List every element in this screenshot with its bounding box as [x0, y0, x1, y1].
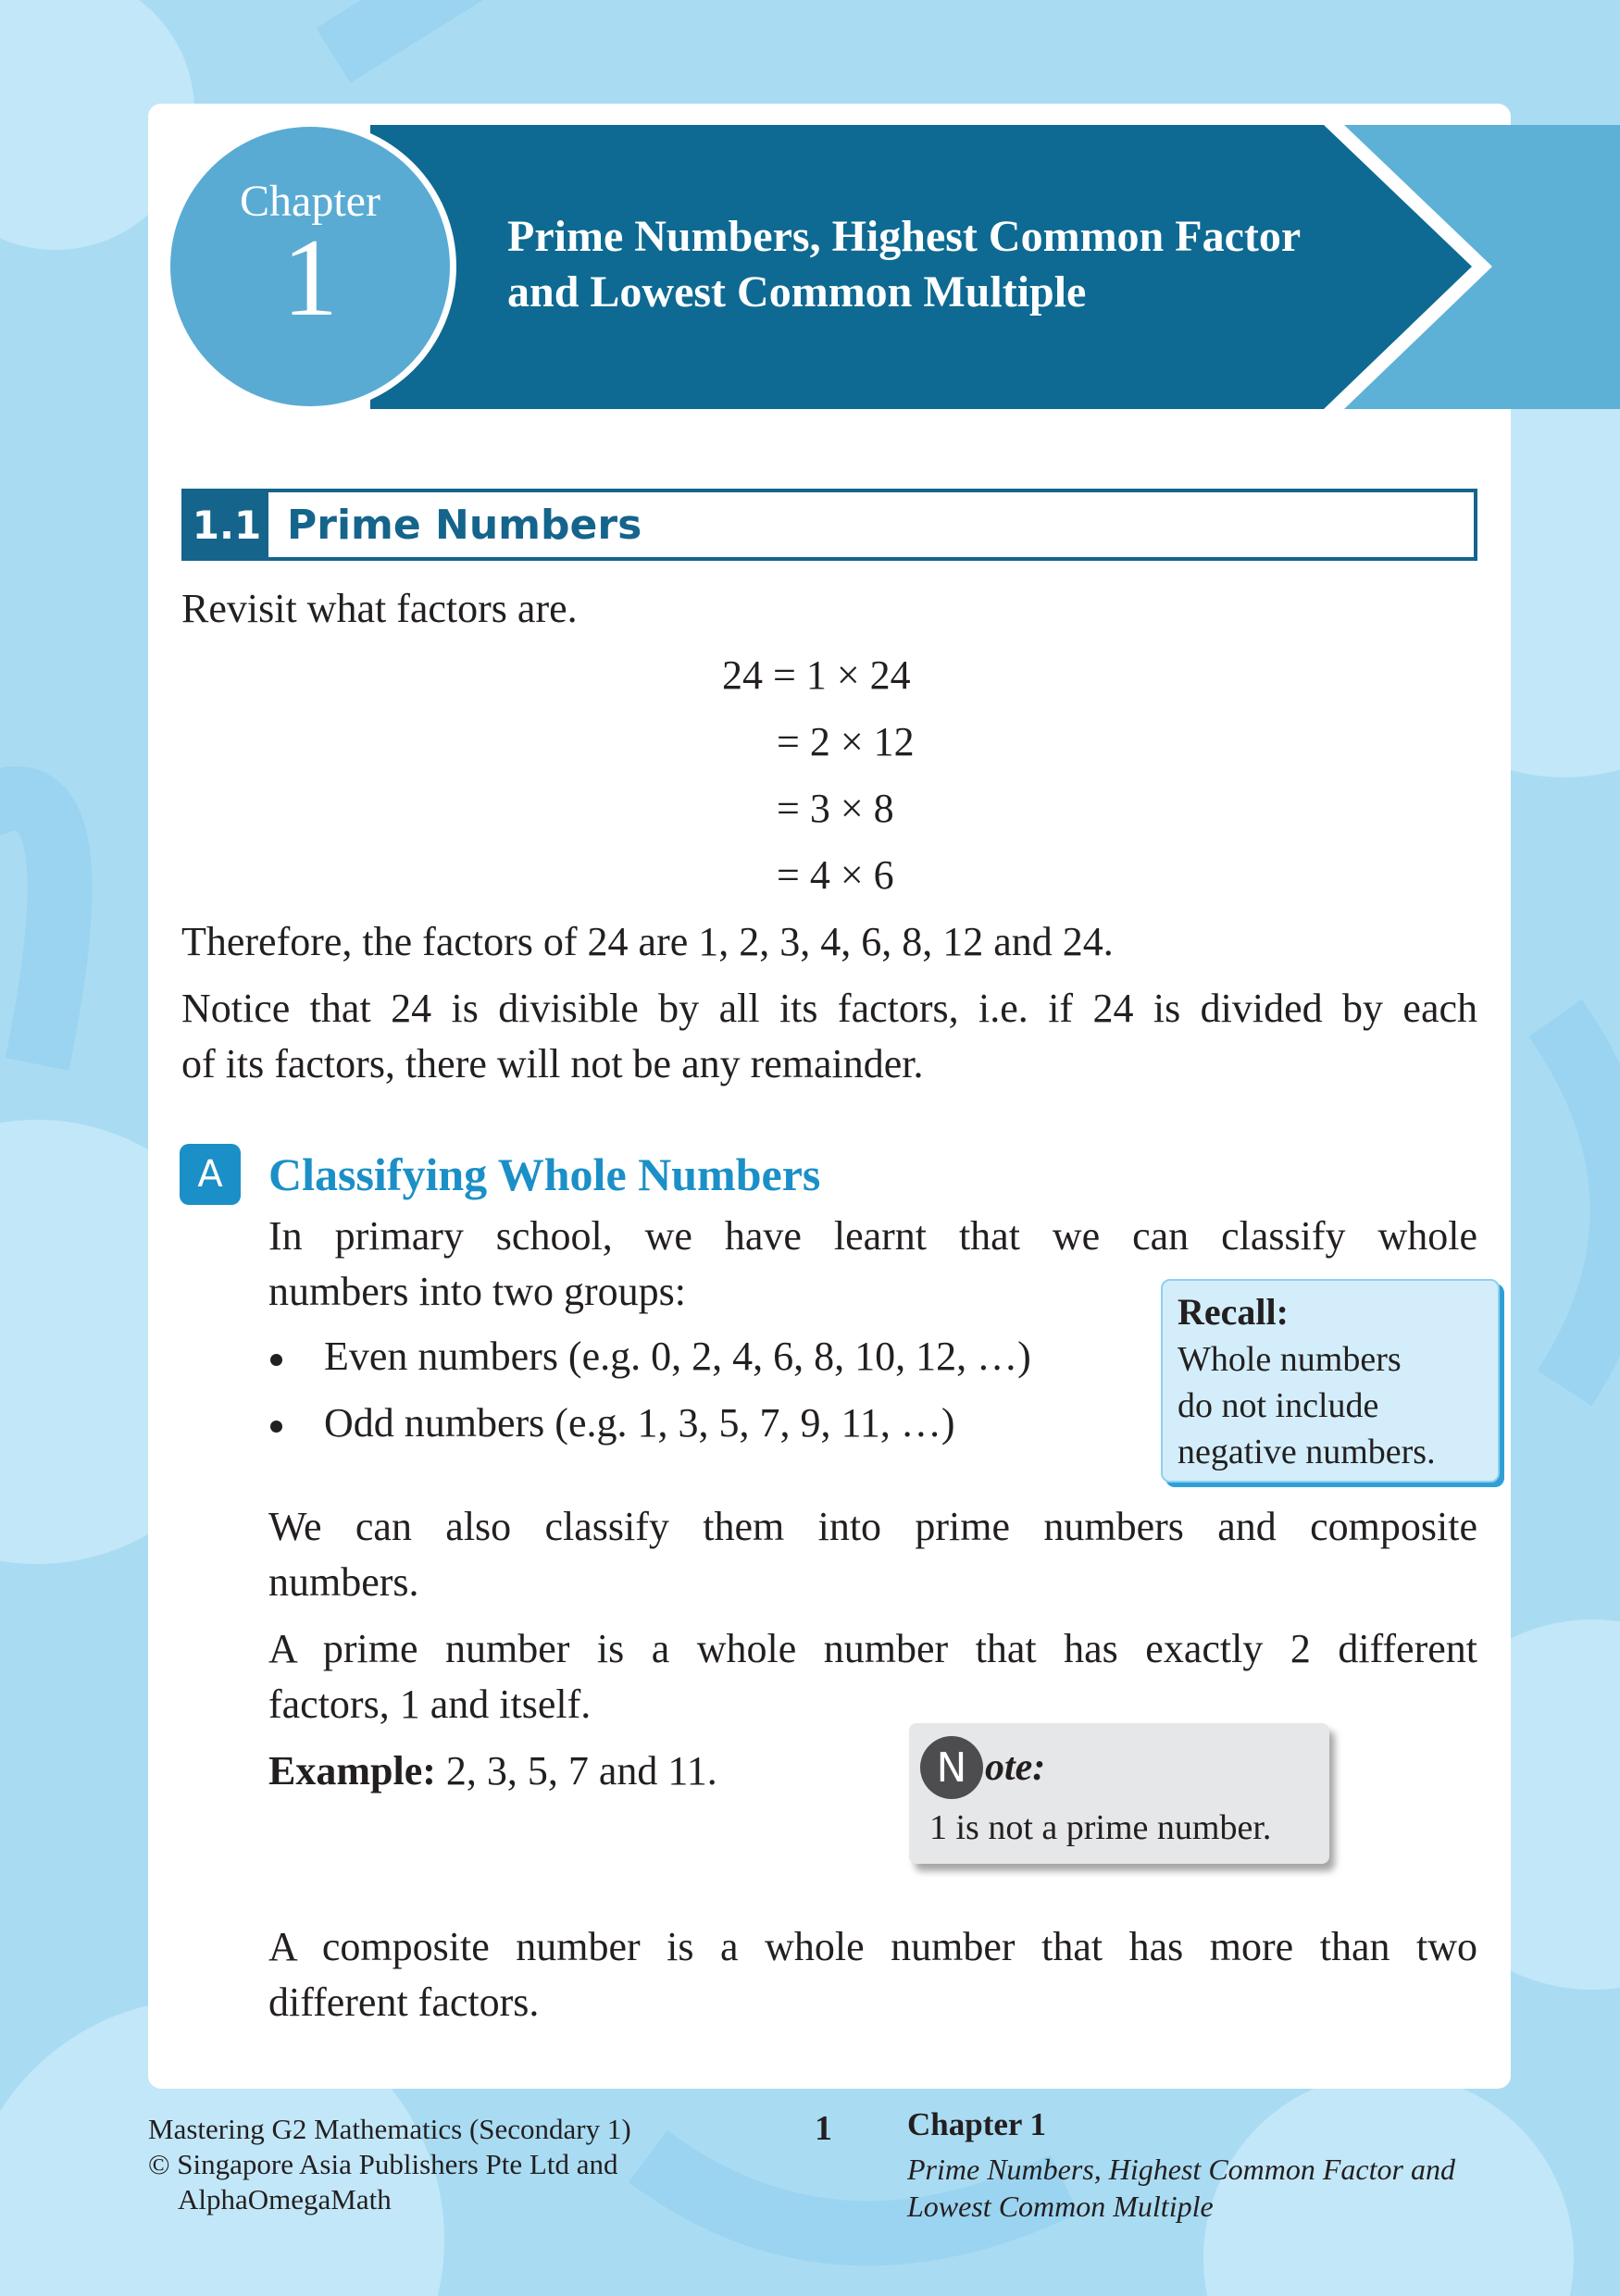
- recall-line: do not include: [1178, 1386, 1379, 1425]
- notice-text-line: of its factors, there will not be any remainder.: [181, 1041, 924, 1086]
- therefore-text: Therefore, the factors of 24 are 1, 2, 3, 4, 6, 8, 12 and 24.: [181, 919, 1114, 964]
- equation-rhs: 3 × 8: [809, 786, 894, 831]
- chapter-title: [507, 209, 1368, 320]
- recall-box: [1161, 1279, 1500, 1483]
- paragraph-line: We can also classify them into prime numbers and composite: [268, 1504, 1477, 1549]
- note-text: 1 is not a prime number.: [929, 1808, 1272, 1847]
- equation-line: [777, 781, 894, 837]
- note-badge-icon: N: [920, 1736, 983, 1799]
- equation-line: [777, 848, 894, 903]
- example-label: Example:: [268, 1748, 436, 1793]
- equation-rhs: 1 × 24: [805, 652, 911, 698]
- notice-text-line: Notice that 24 is divisible by all its factors, i.e. if 24 is divided by each: [181, 986, 1477, 1031]
- footer-book-line: Mastering G2 Mathematics (Secondary 1): [148, 2113, 631, 2145]
- footer-chapter-title-line: Lowest Common Multiple: [907, 2190, 1214, 2223]
- footer-chapter-title-line: Prime Numbers, Highest Common Factor and: [907, 2153, 1455, 2186]
- recall-title: Recall:: [1178, 1291, 1289, 1333]
- note-box: [909, 1723, 1329, 1864]
- equation-line: [722, 648, 911, 703]
- revisit-text: Revisit what factors are.: [181, 586, 578, 631]
- paragraph-line: different factors.: [268, 1980, 540, 2025]
- bullet-icon: [270, 1421, 282, 1433]
- subsection-badge: A: [180, 1144, 241, 1205]
- footer-chapter-label: Chapter 1: [907, 2106, 1047, 2142]
- paragraph-line: In primary school, we have learnt that we can classify whole: [268, 1213, 1477, 1259]
- paragraph-line: numbers.: [268, 1559, 419, 1605]
- bullet-item: Even numbers (e.g. 0, 2, 4, 6, 8, 10, 12, …): [324, 1334, 1031, 1379]
- equation-lhs: =: [777, 852, 810, 898]
- footer-chapter-title: [907, 2151, 1455, 2225]
- equation-lhs: =: [777, 786, 810, 831]
- section-heading: [181, 489, 1477, 561]
- example-line: [268, 1744, 717, 1799]
- equation-rhs: 2 × 12: [809, 719, 915, 764]
- chapter-number: 1: [282, 216, 338, 339]
- bullet-item: Odd numbers (e.g. 1, 3, 5, 7, 9, 11, …): [324, 1400, 955, 1446]
- section-number: 1.1: [185, 492, 268, 557]
- note-title: ote:: [985, 1746, 1046, 1789]
- recall-line: Whole numbers: [1178, 1340, 1402, 1379]
- page-number: 1: [815, 2109, 832, 2148]
- equation-rhs: 4 × 6: [809, 852, 894, 898]
- recall-line: negative numbers.: [1178, 1433, 1436, 1471]
- chapter-word: Chapter: [240, 177, 380, 226]
- chapter-title-line: and Lowest Common Multiple: [507, 267, 1087, 316]
- paragraph-line: numbers into two groups:: [268, 1269, 686, 1314]
- equation-line: [777, 714, 915, 770]
- subsection-title: Classifying Whole Numbers: [268, 1148, 821, 1200]
- bullet-icon: [270, 1354, 282, 1366]
- footer-book-line: © Singapore Asia Publishers Pte Ltd and: [148, 2148, 618, 2180]
- chapter-title-line: Prime Numbers, Highest Common Factor: [507, 212, 1302, 261]
- paragraph-line: A prime number is a whole number that has exactly 2 different: [268, 1626, 1477, 1671]
- paragraph-line: A composite number is a whole number that has more than two: [268, 1924, 1477, 1969]
- section-title: Prime Numbers: [287, 501, 642, 549]
- equation-lhs: 24 =: [722, 652, 806, 698]
- example-text: 2, 3, 5, 7 and 11.: [435, 1748, 717, 1793]
- paragraph-line: factors, 1 and itself.: [268, 1682, 592, 1727]
- equation-lhs: =: [777, 719, 810, 764]
- footer-book-line: AlphaOmegaMath: [178, 2183, 392, 2215]
